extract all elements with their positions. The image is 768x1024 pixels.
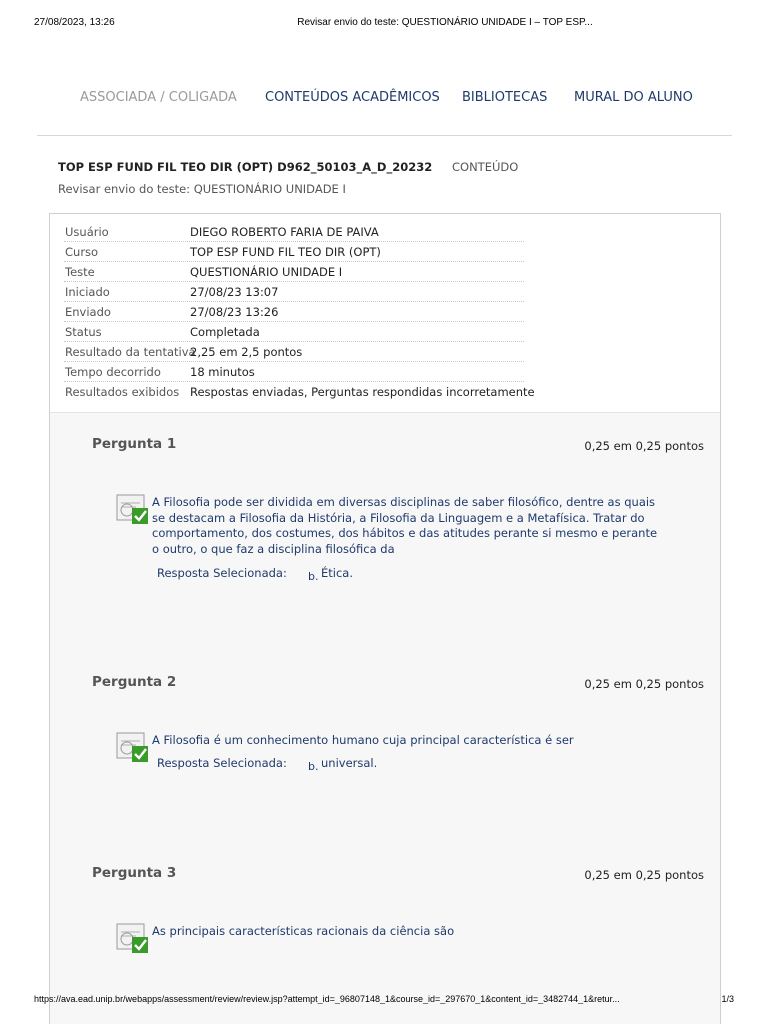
selected-answer-value: Ética. [321, 566, 353, 580]
summary-row [64, 282, 524, 302]
summary-key: Curso [65, 245, 99, 259]
correct-check-icon [116, 732, 150, 764]
question-block-3 [50, 865, 720, 985]
summary-value: 18 minutos [190, 365, 255, 379]
top-nav [0, 90, 768, 110]
nav-mural-do-aluno[interactable]: MURAL DO ALUNO [574, 90, 693, 105]
selected-answer-letter: b. [308, 760, 319, 773]
selected-answer-label: Resposta Selecionada: [157, 756, 287, 770]
course-title-link[interactable]: TOP ESP FUND FIL TEO DIR (OPT) D962_50103_A_D_20232 [58, 160, 433, 174]
question-points: 0,25 em 0,25 pontos [584, 439, 704, 453]
summary-key: Status [65, 325, 102, 339]
question-block-1 [50, 436, 720, 636]
summary-value: Completada [190, 325, 260, 339]
summary-value: 27/08/23 13:07 [190, 285, 279, 299]
summary-key: Resultado da tentativa [65, 345, 196, 359]
review-panel [49, 213, 721, 1024]
selected-answer-value: universal. [321, 756, 378, 770]
summary-key: Iniciado [65, 285, 110, 299]
question-title: Pergunta 2 [92, 674, 177, 690]
content-link[interactable]: CONTEÚDO [452, 160, 519, 174]
question-points: 0,25 em 0,25 pontos [584, 868, 704, 882]
summary-value: 27/08/23 13:26 [190, 305, 279, 319]
summary-value: DIEGO ROBERTO FARIA DE PAIVA [190, 225, 379, 239]
question-text: A Filosofia pode ser dividida em diversas disciplinas de saber filosófico, dentre as quais se destacam a Filosofia da História, a Filosofia da Linguagem e a Metafísica. Tratar do comportamento, dos costumes, dos hábitos e das atitudes perante si mesmo e perante o outro, o que faz a disciplina filosófica da [152, 495, 658, 556]
summary-key: Usuário [65, 225, 109, 239]
summary-row [64, 242, 524, 262]
summary-row [64, 382, 535, 402]
attempt-summary-table [64, 222, 535, 402]
summary-row [64, 342, 524, 362]
breadcrumb: Revisar envio do teste: QUESTIONÁRIO UNIDADE I [58, 182, 346, 196]
question-block-2 [50, 674, 720, 824]
question-text: A Filosofia é um conhecimento humano cuja principal característica é ser [152, 733, 574, 747]
summary-key: Tempo decorrido [65, 365, 161, 379]
print-page-title: Revisar envio do teste: QUESTIONÁRIO UNIDADE I – TOP ESP... [297, 17, 593, 28]
correct-check-icon [116, 494, 150, 526]
selected-answer-letter: b. [308, 570, 319, 583]
print-header [0, 17, 768, 31]
summary-value: TOP ESP FUND FIL TEO DIR (OPT) [190, 245, 381, 259]
print-footer [0, 994, 768, 1008]
summary-row [64, 302, 524, 322]
nav-conteudos-academicos[interactable]: CONTEÚDOS ACADÊMICOS [265, 90, 440, 105]
summary-row [64, 262, 524, 282]
question-title: Pergunta 3 [92, 865, 177, 881]
summary-key: Resultados exibidos [65, 385, 180, 399]
summary-row [64, 362, 524, 382]
nav-divider [37, 135, 732, 136]
question-title: Pergunta 1 [92, 436, 177, 452]
summary-key: Enviado [65, 305, 111, 319]
summary-value: Respostas enviadas, Perguntas respondidas incorretamente [190, 385, 535, 399]
nav-bibliotecas[interactable]: BIBLIOTECAS [462, 90, 548, 105]
question-points: 0,25 em 0,25 pontos [584, 677, 704, 691]
summary-row [64, 322, 524, 342]
summary-key: Teste [65, 265, 95, 279]
print-url: https://ava.ead.unip.br/webapps/assessment/review/review.jsp?attempt_id=_96807148_1&course_id=_297670_1&content_id=_3482744_1&retur... [34, 994, 620, 1004]
summary-value: QUESTIONÁRIO UNIDADE I [190, 265, 343, 279]
print-page-number: 1/3 [721, 994, 734, 1004]
nav-associada-coligada[interactable]: ASSOCIADA / COLIGADA [80, 90, 237, 105]
correct-check-icon [116, 923, 150, 955]
selected-answer-label: Resposta Selecionada: [157, 566, 287, 580]
print-datetime: 27/08/2023, 13:26 [34, 17, 115, 28]
summary-value: 2,25 em 2,5 pontos [190, 345, 303, 359]
summary-row [64, 222, 524, 242]
question-text: As principais características racionais da ciência são [152, 924, 455, 938]
